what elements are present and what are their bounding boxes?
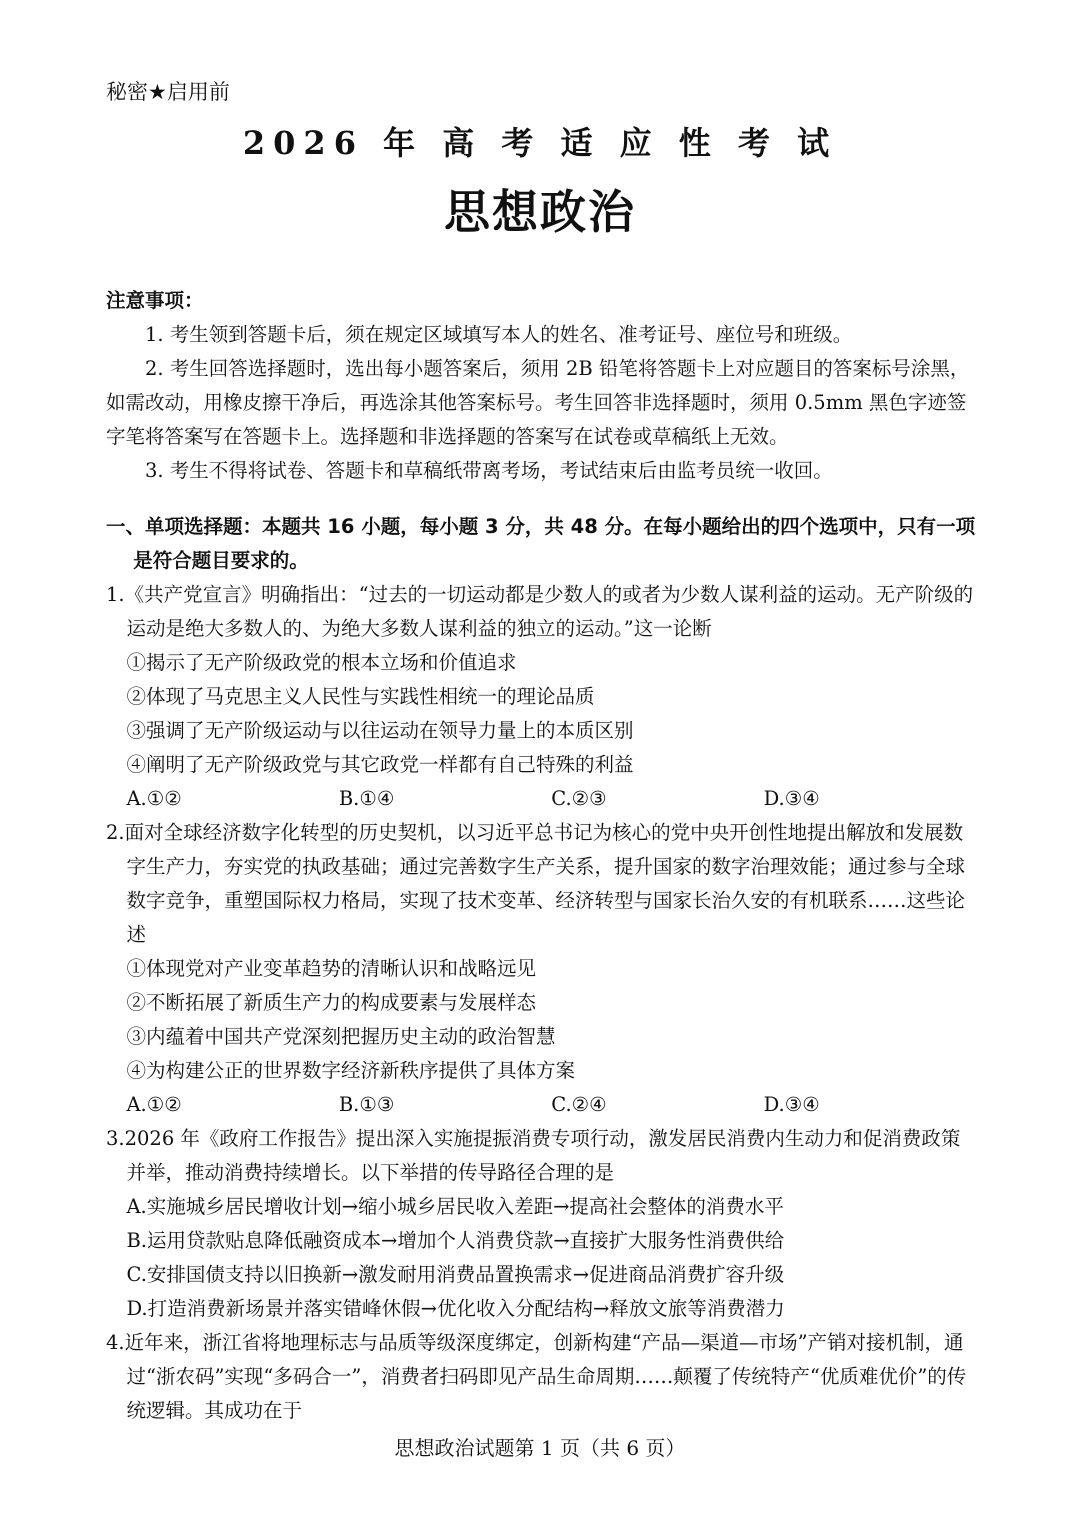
question-1-statement: ①揭示了无产阶级政党的根本立场和价值追求	[126, 651, 517, 674]
choice-d: D.③④	[763, 787, 820, 810]
notice-item-1: 1. 考生领到答题卡后，须在规定区域填写本人的姓名、准考证号、座位号和班级。	[145, 323, 853, 346]
question-3-stem: 3.2026 年《政府工作报告》提出深入实施提振消费专项行动，激发居民消费内生动力和促消费政策并举，推动消费持续增长。以下举措的传导路径合理的是	[106, 1127, 961, 1184]
exam-title: 2026 年 高 考 适 应 性 考 试	[242, 124, 838, 162]
notice-item-2: 2. 考生回答选择题时，选出每小题答案后，须用 2B 铅笔将答题卡上对应题目的答案标号涂黑，如需改动，用橡皮擦干净后，再选涂其他答案标号。考生回答非选择题时，须用 0.5mm 黑色字迹签字笔将答案写在答题卡上。选择题和非选择题的答案写在试卷或草稿纸上无效。	[106, 357, 970, 448]
choice-b: B.①③	[338, 1093, 395, 1116]
question-1-statement: ②体现了马克思主义人民性与实践性相统一的理论品质	[126, 685, 595, 708]
question-3-option-b: B.运用贷款贴息降低融资成本→增加个人消费贷款→直接扩大服务性消费供给	[126, 1229, 785, 1252]
question-1-statement: ③强调了无产阶级运动与以往运动在领导力量上的本质区别	[126, 719, 634, 742]
question-1-choices	[106, 782, 976, 816]
page-footer: 思想政治试题第 1 页（共 6 页）	[394, 1436, 686, 1460]
notice-item-3: 3. 考生不得将试卷、答题卡和草稿纸带离考场，考试结束后由监考员统一收回。	[145, 459, 833, 482]
question-1-stem: 1.《共产党宣言》明确指出：“过去的一切运动都是少数人的或者为少数人谋利益的运动。无产阶级的运动是绝大多数人的、为绝大多数人谋利益的独立的运动。”这一论断	[106, 583, 974, 640]
section-1-heading: 一、单项选择题：本题共 16 小题，每小题 3 分，共 48 分。在每小题给出的四个选项中，只有一项是符合题目要求的。	[106, 515, 976, 572]
choice-c: C.②④	[551, 1093, 607, 1116]
question-2-statement: ①体现党对产业变革趋势的清晰认识和战略远见	[126, 957, 536, 980]
question-2-stem: 2.面对全球经济数字化转型的历史契机，以习近平总书记为核心的党中央开创性地提出解放和发展数字生产力，夯实党的执政基础；通过完善数字生产关系，提升国家的数字治理效能；通过参与全球数字竞争，重塑国际权力格局，实现了技术变革、经济转型与国家长治久安的有机联系……这些论述	[106, 821, 965, 946]
question-3-option-a: A.实施城乡居民增收计划→缩小城乡居民收入差距→提高社会整体的消费水平	[126, 1195, 784, 1218]
question-2-statement: ②不断拓展了新质生产力的构成要素与发展样态	[126, 991, 536, 1014]
subject-title: 思想政治	[444, 185, 636, 239]
question-3-option-d: D.打造消费新场景并落实错峰休假→优化收入分配结构→释放文旅等消费潜力	[126, 1297, 785, 1320]
question-2-choices	[106, 1088, 976, 1122]
choice-d: D.③④	[763, 1093, 820, 1116]
confidential-label: 秘密★启用前	[106, 80, 230, 104]
question-3-option-c: C.安排国债支持以旧换新→激发耐用消费品置换需求→促进商品消费扩容升级	[126, 1263, 785, 1286]
question-4-stem: 4.近年来，浙江省将地理标志与品质等级深度绑定，创新构建“产品—渠道—市场”产销对接机制，通过“浙农码”实现“多码合一”，消费者扫码即见产品生命周期……颠覆了传统特产“优质难优价”的传统逻辑。其成功在于	[106, 1331, 967, 1422]
question-1-statement: ④阐明了无产阶级政党与其它政党一样都有自己特殊的利益	[126, 753, 634, 776]
choice-a: A.①②	[126, 787, 182, 810]
exam-content	[106, 284, 976, 1428]
notice-heading: 注意事项：	[106, 289, 204, 312]
choice-b: B.①④	[338, 787, 395, 810]
choice-c: C.②③	[551, 787, 607, 810]
question-2-statement: ④为构建公正的世界数字经济新秩序提供了具体方案	[126, 1059, 575, 1082]
choice-a: A.①②	[126, 1093, 182, 1116]
question-2-statement: ③内蕴着中国共产党深刻把握历史主动的政治智慧	[126, 1025, 556, 1048]
